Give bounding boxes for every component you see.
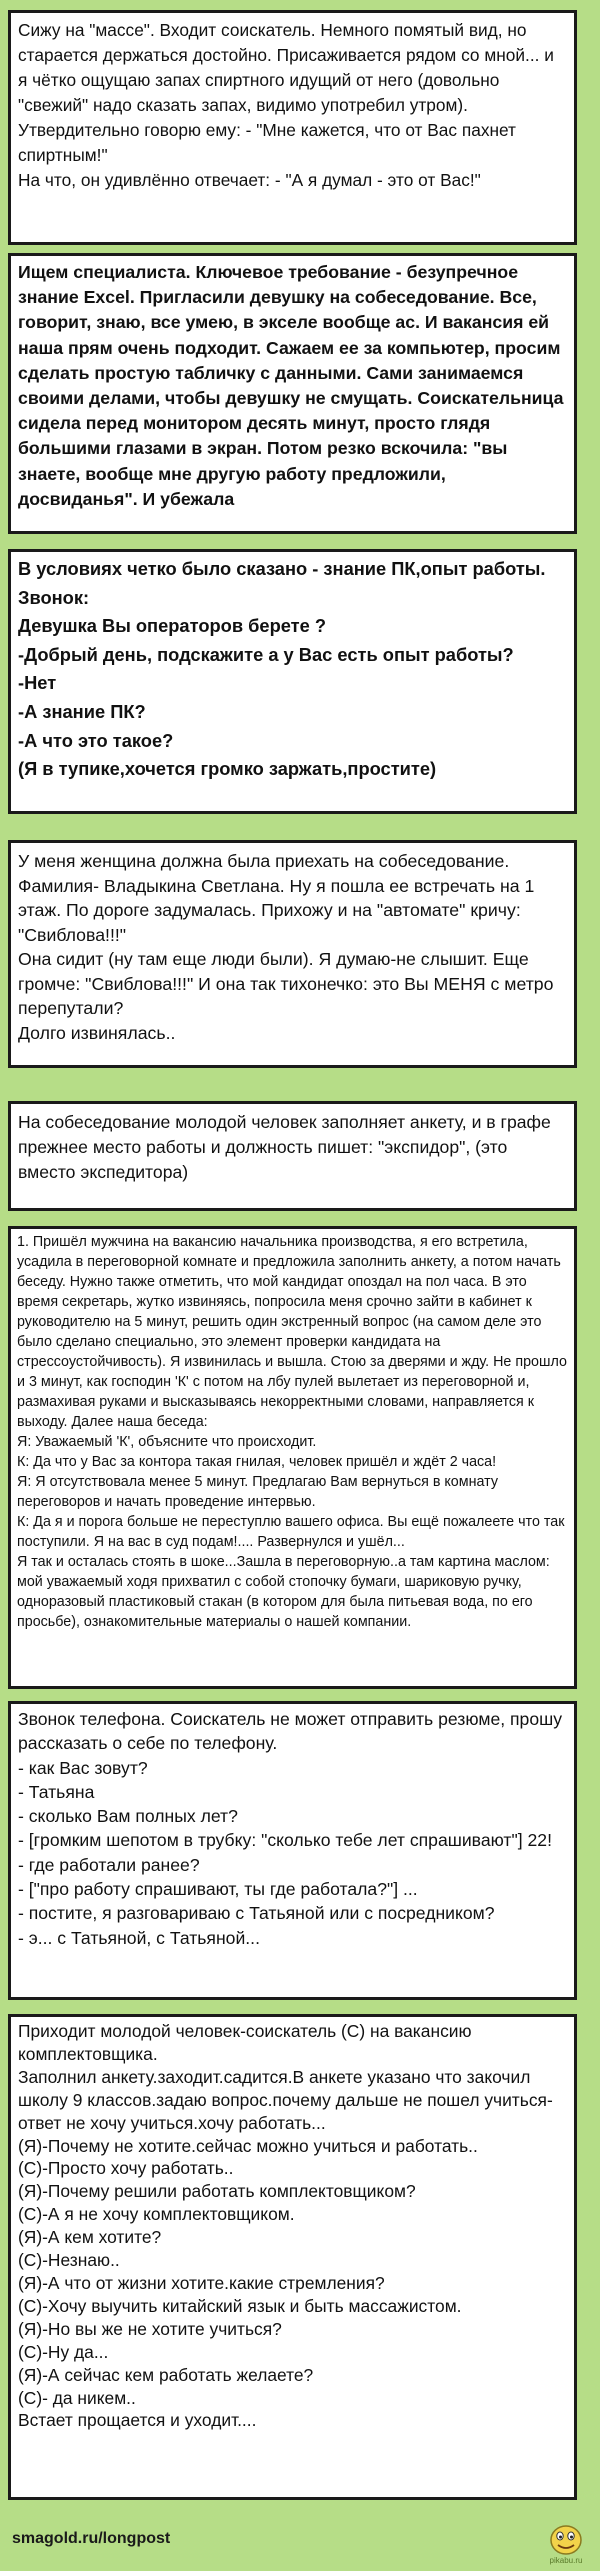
story-3: В условиях четко было сказано - знание ПК,опыт работы. Звонок: Девушка Вы операторов берете ? -Добрый день, подскажите а у Вас есть опыт работы? -Нет -А знание ПК? -А что это такое? (Я в тупике,хочется громко заржать,простите) bbox=[8, 549, 577, 814]
story-1: Сижу на "массе". Входит соискатель. Немного помятый вид, но старается держаться достойно. Присаживается рядом со мной... и я чётко ощущаю запах спиртного идущий от него (довольно "свежий" надо сказать запах, видимо употребил утром). Утвердительно говорю ему: - "Мне кажется, что от Вас пахнет спиртным!" На что, он удивлённо отвечает: - "А я думал - это от Вас!" bbox=[8, 10, 577, 245]
source-caption: smagold.ru/longpost bbox=[12, 2530, 171, 2547]
story-7: Звонок телефона. Соискатель не может отправить резюме, прошу рассказать о себе по телефону. - как Вас зовут? - Татьяна - сколько Вам полных лет? - [громким шепотом в трубку: "сколько тебе лет спрашивают"] 22! - где работали ранее? - ["про работу спрашивают, ты где работала?"] ... - постите, я разговариваю с Татьяной или с посредником? - э... с Татьяной, с Татьяной... bbox=[8, 1701, 577, 2000]
story-8: Приходит молодой человек-соискатель (С) на вакансию комплектовщика. Заполнил анкету.заходит.садится.В анкете указано что закочил школу 9 классов.задаю вопрос.почему дальше не пошел учиться- ответ не хочу учиться.хочу работать... (Я)-Почему не хотите.сейчас можно учиться и работать.. (С)-Просто хочу работать.. (Я)-Почему решили работать комплектовщиком? (С)-А я не хочу комплектовщиком. (Я)-А кем хотите? (С)-Незнаю.. (Я)-А что от жизни хотите.какие стремления? (С)-Хочу выучить китайский язык и быть массажистом. (Я)-Но вы же не хотите учиться? (С)-Ну да... (Я)-А сейчас кем работать желаете? (С)- да никем.. Встает прощается и уходит.... bbox=[8, 2014, 577, 2500]
story-2: Ищем специалиста. Ключевое требование - безупречное знание Excel. Пригласили девушку на собеседование. Все, говорит, знаю, все умею, в экселе вообще ас. И вакансия ей наша прям очень подходит. Сажаем ее за компьютер, просим сделать простую табличку с данными. Сами занимаемся своими делами, чтобы девушку не смущать. Соискательница сидела перед монитором десять минут, просто глядя большими глазами в экран. Потом резко вскочила: "вы знаете, вообще мне другую работу предложили, досвиданья". И убежала bbox=[8, 253, 577, 534]
logo-text: pikabu.ru bbox=[549, 2556, 583, 2565]
story-6: 1. Пришёл мужчина на вакансию начальника производства, я его встретила, усадила в переговорной комнате и предложила заполнить анкету, а потом начать беседу. Нужно также отметить, что мой кандидат опоздал на пол часа. В это время секретарь, жутко извиняясь, попросила меня срочно зайти в кабинет к руководителю на 5 минут, решить один экстренный вопрос (на самом деле это было сделано специально, это элемент проверки кандидата на стрессоустойчивость). Я извинилась и вышла. Стою за дверями и жду. Не прошло и 3 минут, как господин 'К' с потом на лбу пулей вылетает из переговорной и, размахивая руками и высказываясь некорректными словами, направляется к выходу. Далее наша беседа: Я: Уважаемый 'К', объясните что происходит. К: Да что у Вас за контора такая гнилая, человек пришёл и ждёт 2 часа! Я: Я отсутствовала менее 5 минут. Предлагаю Вам вернуться в комнату переговоров и начать проведение интервью. К: Да я и порога больше не переступлю вашего офиса. Вы ещё пожалеете что так поступили. Я на вас в суд подам!.... Развернулся и ушёл... Я так и осталась стоять в шоке...Зашла в переговорную..а там картина маслом: мой уважаемый ходя прихватил с собой стопочку бумаги, шариковую ручку, одноразовый пластиковый стакан (в котором для была питьевая вода, по его просьбе), ознакомительные материалы о нашей компании. bbox=[8, 1226, 577, 1689]
pikabu-logo-icon bbox=[540, 2520, 592, 2566]
story-5: На собеседование молодой человек заполняет анкету, и в графе прежнее место работы и должность пишет: "экспидор", (это вместо экспедитора) bbox=[8, 1101, 577, 1211]
story-4: У меня женщина должна была приехать на собеседование. Фамилия- Владыкина Светлана. Ну я пошла ее встречать на 1 этаж. По дороге задумалась. Прихожу и на "автомате" кричу: "Свиблова!!!" Она сидит (ну там еще люди были). Я думаю-не слышит. Еще громче: "Свиблова!!!" И она так тихонечко: это Вы МЕНЯ с метро перепутали? Долго извинялась.. bbox=[8, 840, 577, 1068]
